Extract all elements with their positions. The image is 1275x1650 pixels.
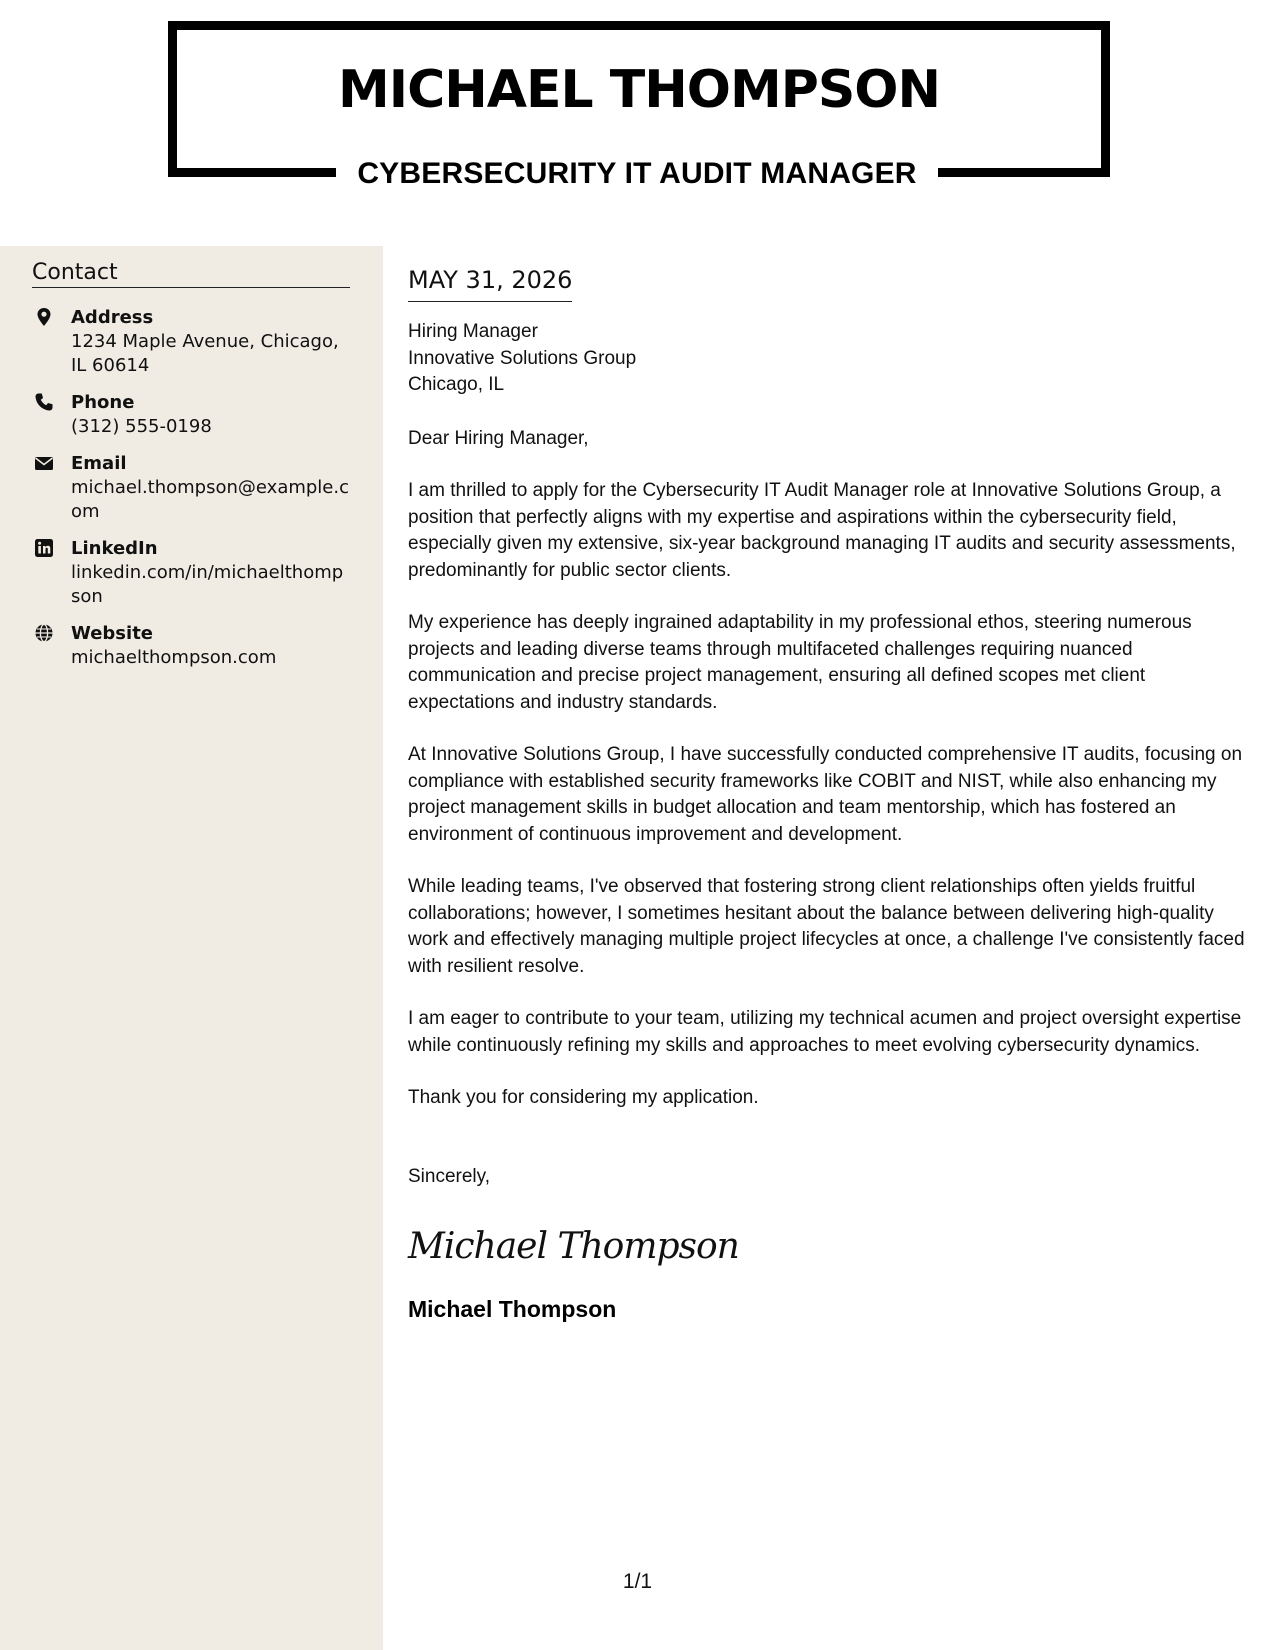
- contact-label: Website: [71, 623, 154, 644]
- closing: Sincerely,: [408, 1165, 491, 1187]
- contact-label: Email: [71, 453, 127, 474]
- envelope-icon: [34, 453, 54, 473]
- signer-name: Michael Thompson: [408, 1296, 617, 1322]
- letter-paragraph: Thank you for considering my application.: [408, 1087, 759, 1108]
- contact-item-website: [32, 622, 362, 670]
- contact-value: (312) 555-0198: [71, 416, 212, 437]
- job-title-container: [336, 150, 938, 198]
- job-title: CYBERSECURITY IT AUDIT MANAGER: [357, 157, 917, 190]
- contact-item-email: [32, 452, 362, 524]
- location-pin-icon: [34, 307, 54, 327]
- contact-value: michaelthompson.com: [71, 647, 277, 668]
- contact-heading: Contact: [32, 260, 350, 288]
- recipient-line: Hiring Manager: [408, 321, 538, 342]
- recipient-line: Chicago, IL: [408, 374, 505, 395]
- contact-label: LinkedIn: [71, 538, 158, 559]
- recipient-block: [408, 319, 1248, 399]
- phone-icon: [34, 392, 54, 412]
- letter-body: [408, 262, 1248, 1323]
- recipient-line: Innovative Solutions Group: [408, 347, 637, 369]
- applicant-name: MICHAEL THOMPSON: [337, 60, 940, 120]
- contact-value: michael.thompson@example.com: [71, 477, 349, 522]
- contact-item-phone: [32, 391, 362, 439]
- contact-label: Phone: [71, 392, 135, 413]
- letter-date: MAY 31, 2026: [408, 262, 572, 302]
- contact-sidebar: [0, 246, 383, 1650]
- contact-value: linkedin.com/in/michaelthompson: [71, 562, 344, 607]
- letter-paragraph: My experience has deeply ingrained adaptability in my professional ethos, steering numerous projects and leading diverse teams through multifaceted challenges requiring nuanced communication and precise project management, ensuring all defined scopes met client expectations and industry standards.: [408, 612, 1192, 713]
- letter-paragraph: At Innovative Solutions Group, I have successfully conducted comprehensive IT audits, focusing on compliance with established security frameworks like COBIT and NIST, while also enhancing my project management skills in budget allocation and team mentorship, which has fostered an environment of continuous improvement and development.: [408, 744, 1243, 845]
- page-number: 1/1: [622, 1570, 653, 1593]
- handwritten-signature: Michael Thompson: [408, 1226, 739, 1267]
- contact-item-address: [32, 306, 362, 378]
- letter-paragraph: While leading teams, I've observed that fostering strong client relationships often yields fruitful collaborations; however, I sometimes hesitant about the balance between delivering high-quality work and effectively managing multiple project lifecycles at once, a challenge I've consistently faced with resilient resolve.: [408, 876, 1245, 977]
- globe-icon: [34, 623, 54, 643]
- contact-label: Address: [71, 307, 154, 328]
- letter-paragraph: I am eager to contribute to your team, utilizing my technical acumen and project oversight expertise while continuously refining my skills and approaches to meet evolving cybersecurity dynamics.: [408, 1008, 1242, 1056]
- letter-paragraph: I am thrilled to apply for the Cybersecurity IT Audit Manager role at Innovative Solutions Group, a position that perfectly aligns with my expertise and aspirations within the cybersecurity field, especially given my extensive, six-year background managing IT audits and security assessments, predominantly for public sector clients.: [408, 480, 1236, 581]
- contact-value: 1234 Maple Avenue, Chicago, IL 60614: [71, 331, 339, 376]
- salutation: Dear Hiring Manager,: [408, 427, 589, 449]
- contact-item-linkedin: [32, 537, 362, 609]
- contact-list: [32, 306, 362, 683]
- linkedin-icon: [34, 538, 54, 558]
